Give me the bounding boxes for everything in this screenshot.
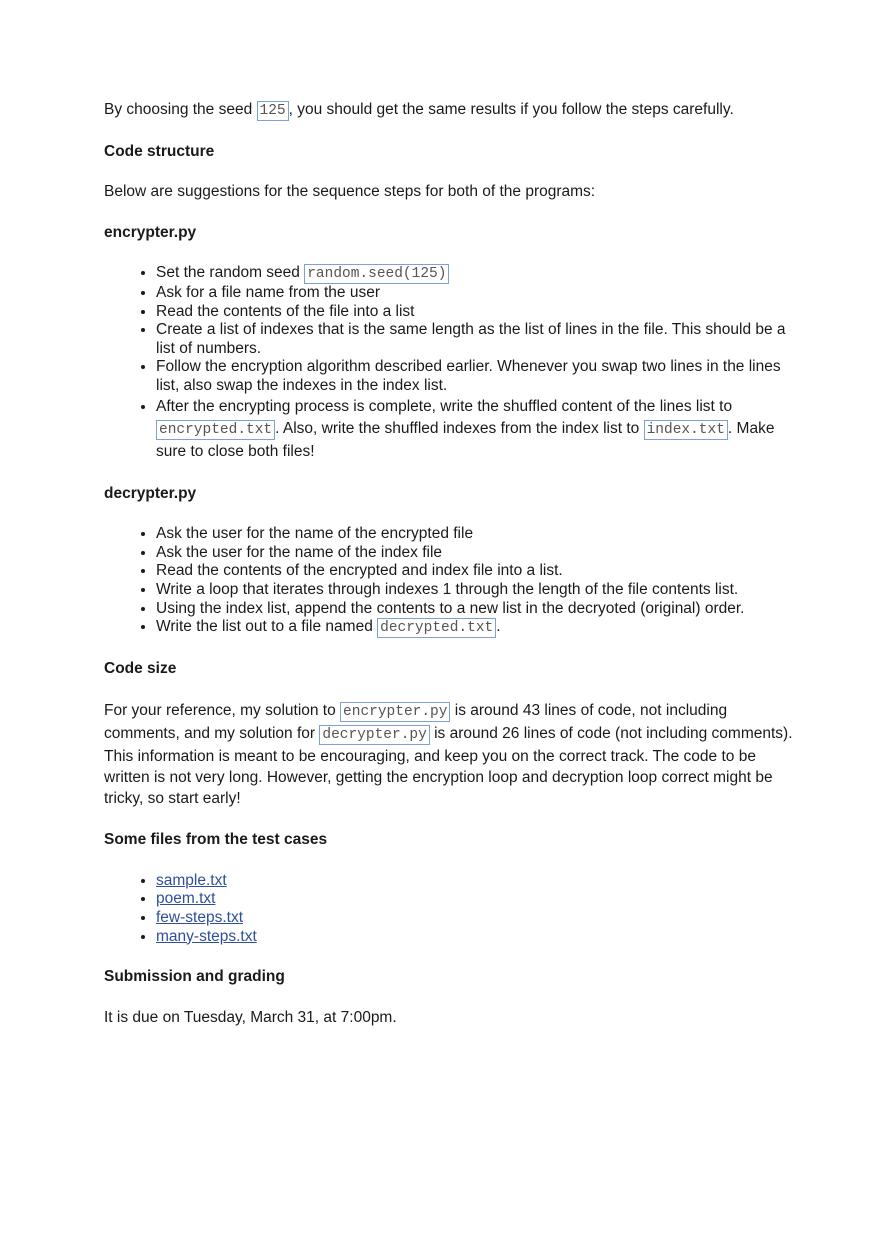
code-size-text: is around 26 lines of code (not including comments). This information is meant to be encouraging, and keep you on the correct track. The code to be written is not very long. However, getting the encryption loop and decryption loop correct might be tricky, so start early! bbox=[104, 725, 793, 808]
due-date-text: It is due on Tuesday, March 31, at 7:00pm. bbox=[104, 1008, 397, 1026]
intro-paragraph bbox=[104, 101, 794, 121]
list-item: • Ask for a file name from the user bbox=[156, 284, 794, 303]
list-item: • Read the contents of the encrypted and index file into a list. bbox=[156, 562, 794, 581]
list-item: • Using the index list, append the contents to a new list in the decryoted (original) order. bbox=[156, 600, 794, 619]
list-item: • Write a loop that iterates through indexes 1 through the length of the file contents list. bbox=[156, 581, 794, 600]
link-many-steps-txt[interactable]: many-steps.txt bbox=[156, 927, 257, 945]
decrypter-heading: decrypter.py bbox=[104, 484, 197, 502]
list-item: • Follow the encryption algorithm described earlier. Whenever you swap two lines in the lines list, also swap the indexes in the index list. bbox=[156, 358, 794, 395]
decrypted-txt-code: decrypted.txt bbox=[377, 618, 496, 638]
list-item-text: . bbox=[496, 618, 501, 636]
link-few-steps-txt[interactable]: few-steps.txt bbox=[156, 909, 243, 927]
document-content bbox=[104, 101, 794, 1027]
index-txt-code: index.txt bbox=[644, 420, 728, 440]
list-item bbox=[156, 909, 794, 928]
list-item-text: . Make sure to close both files! bbox=[156, 419, 775, 460]
test-files-list bbox=[104, 872, 794, 946]
code-size-paragraph bbox=[104, 700, 794, 809]
list-item-text: After the encrypting process is complete, write the shuffled content of the lines list to bbox=[156, 397, 733, 415]
seed-code: 125 bbox=[257, 101, 289, 121]
list-item bbox=[156, 264, 794, 284]
list-item-text: Write the list out to a file named bbox=[156, 618, 378, 636]
code-size-text: For your reference, my solution to bbox=[104, 702, 341, 720]
code-size-heading: Code size bbox=[104, 659, 177, 677]
list-item bbox=[156, 872, 794, 891]
list-item bbox=[156, 928, 794, 947]
encrypter-steps-list bbox=[104, 264, 794, 462]
submission-heading: Submission and grading bbox=[104, 968, 285, 986]
random-seed-code: random.seed(125) bbox=[304, 264, 449, 284]
test-files-heading: Some files from the test cases bbox=[104, 831, 328, 849]
code-size-text: is around 43 lines of code, not including comments, and my solution for bbox=[104, 702, 728, 743]
list-item: • Create a list of indexes that is the same length as the list of lines in the file. This should be a list of numbers. bbox=[156, 321, 794, 358]
link-poem-txt[interactable]: poem.txt bbox=[156, 890, 216, 908]
encrypter-py-code: encrypter.py bbox=[340, 702, 450, 722]
list-item-text: . Also, write the shuffled indexes from the index list to bbox=[275, 419, 644, 437]
intro-text: By choosing the seed bbox=[104, 101, 257, 118]
list-item: • Read the contents of the file into a list bbox=[156, 303, 794, 322]
code-structure-lead: Below are suggestions for the sequence steps for both of the programs: bbox=[104, 183, 596, 201]
code-structure-heading: Code structure bbox=[104, 142, 215, 160]
list-item: • Ask the user for the name of the encrypted file bbox=[156, 525, 794, 544]
encrypted-txt-code: encrypted.txt bbox=[156, 420, 275, 440]
list-item bbox=[156, 396, 794, 463]
decrypter-py-code: decrypter.py bbox=[319, 725, 429, 745]
list-item-text: Set the random seed bbox=[156, 264, 305, 282]
decrypter-steps-list bbox=[104, 525, 794, 638]
list-item: • Ask the user for the name of the index file bbox=[156, 544, 794, 563]
list-item bbox=[156, 618, 794, 638]
intro-text-end: , you should get the same results if you follow the steps carefully. bbox=[288, 101, 734, 118]
link-sample-txt[interactable]: sample.txt bbox=[156, 871, 227, 889]
encrypter-heading: encrypter.py bbox=[104, 223, 197, 241]
list-item bbox=[156, 890, 794, 909]
